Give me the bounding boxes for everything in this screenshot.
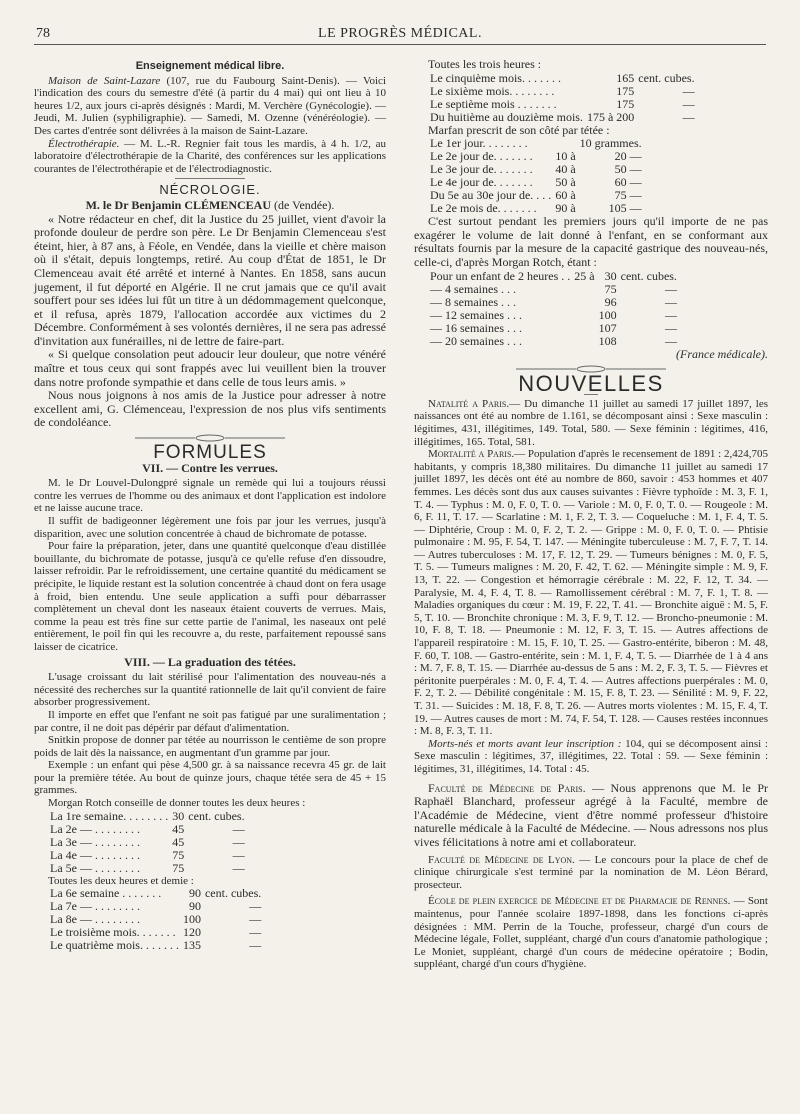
table-cell: 25 à — [574, 268, 595, 283]
table-cell: cent. cubes. — [620, 268, 677, 283]
necrologie-name — [34, 199, 386, 213]
table-cell: — — [232, 847, 245, 862]
necrologie-paragraph-2: « Si quelque consolation peut adoucir leur douleur, que notre vénéré maître et tous ceux qui sont frappés avec lui veuillent bien la trouver dans notre profonde sympathie et dans celle de tous leurs amis. » — [34, 347, 386, 389]
table-cell — [572, 296, 596, 309]
mortalite-lead: Mortalité a Paris. — [428, 448, 515, 461]
table-row — [428, 98, 697, 111]
table-cell: — — [249, 925, 262, 940]
rotch-table-two-hours — [48, 810, 247, 875]
necrologie-name-lead: M. le Dr Benjamin CLÉMENCEAU — [85, 197, 271, 212]
table-cell: 108 — [598, 333, 617, 348]
nouvelles-heading: NOUVELLES — [518, 371, 664, 397]
ornament-divider — [34, 432, 386, 442]
rotch-table-two-half-hours — [48, 887, 263, 952]
rotch-table-three-hours-body — [428, 72, 697, 124]
formule-viii-paragraph-2: Il importe en effet que l'enfant ne soit pas fatigué par une suralimentation ; par contre, il ne doit pas dépérir par défaut d'alimentation. — [34, 708, 386, 734]
table-row — [48, 939, 263, 952]
faculte-lyon-lead: Faculté de Médecine de Lyon. — [428, 853, 575, 866]
table-cell: — — [664, 307, 677, 322]
table-cell: Le 2e jour de. . . . . . . — [430, 149, 533, 164]
table-cell: Pour un enfant de 2 heures . . — [430, 268, 571, 283]
rotch-table-two-half-hours-body — [48, 887, 263, 952]
three-hours-intro: Toutes les trois heures : — [428, 57, 542, 71]
table-cell: La 1re semaine. . . . . . . . — [50, 808, 169, 823]
marfan-intro: Marfan prescrit de son côté par tétée : — [428, 122, 610, 137]
table-cell: 40 à — [555, 162, 576, 177]
journal-title: LE PROGRÈS MÉDICAL. — [318, 26, 482, 41]
table-cell: 107 — [598, 320, 617, 335]
faculte-paris-paragraph — [414, 782, 768, 850]
table-cell: Le 4e jour de. . . . . . . — [430, 175, 533, 190]
table-cell: — — [664, 294, 677, 309]
morts-nes-paragraph — [414, 738, 768, 776]
table-cell: 75 — — [614, 188, 642, 203]
table-cell: — — [249, 938, 262, 953]
table-cell: Le 3e jour de. . . . . . . — [430, 162, 533, 177]
table-cell: La 8e — . . . . . . . . — [50, 912, 140, 927]
necrologie-name-tail: (de Vendée). — [271, 197, 335, 212]
formules-heading: FORMULES — [153, 442, 267, 464]
table-cell: 90 à — [555, 201, 576, 216]
faculte-paris-lead: Faculté de Médecine de Paris. — [428, 780, 586, 795]
table-cell: 45 — [172, 821, 185, 836]
enseignement-paragraph — [34, 75, 386, 138]
table-cell: 20 — — [614, 149, 642, 164]
table-cell: Le troisième mois. . . . . . . — [50, 925, 176, 940]
table-cell: 120 — [182, 925, 201, 940]
table-row — [428, 296, 679, 309]
necrologie-paragraph-1: « Notre rédacteur en chef, dit la Justice du 25 juillet, vient d'avoir la profonde douleur de perdre son père. Le Dr Benjamin Clemenceau s'est éteint, hier, à 87 ans, à Féole, en Vendée, dans la vieille et chère maison où il s'était, depuis longtemps, retiré. Au coup d'État de 1851, le Dr Clemenceau avait été arrêté et interné à Nantes. En 1858, sans aucun jugement, il fut déporté en Algérie. Il ne crut jamais que ce qu'il avait souffert pour ses idées lui fût un titre à un dédommagement quelconque, et il refusa, après 1879, l'allocation accordée aux victimes du 2 Décembre. Conformément à ses volontés dernières, il ne sera pas adressé d'invitation aux funérailles, ni de lettre de faire-part. — [34, 211, 386, 348]
formule-viii-paragraph-4: Exemple : un enfant qui pèse 4,500 gr. à sa naissance recevra 45 gr. de lait pour la première tétée. Au bout de quinze jours, chaque tétée sera de 45 + 15 grammes. — [34, 759, 386, 797]
ecole-rennes-text: — Sont maintenus, pour l'année scolaire 1897-1898, dans les fonctions ci-après désignées : MM. Perrin de la Touche, professeur, chargé d'un cours de Médecine légale, Follet, suppléant, chargé d'un cours d'anatomie pathologique ; Le Moniet, suppléant, chargé d'un cours de médecine opératoire ; Bodin, suppléant, chargé d'un cours d'hygiène. — [414, 895, 768, 971]
table-cell: La 7e — . . . . . . . . — [50, 899, 140, 914]
table-cell: 175 — [616, 96, 635, 111]
natalite-lead: Natalité a Paris. — [428, 397, 510, 410]
gastric-capacity-table — [428, 270, 679, 348]
rotch-table-two-hours-body — [48, 810, 247, 875]
faculte-lyon-paragraph — [414, 854, 768, 892]
faculte-lyon-text: — Le concours pour la place de chef de clinique chirurgicale s'est terminé par la nomination de M. Léon Bérard, prosecteur. — [414, 853, 768, 891]
table-cell: — — [249, 912, 262, 927]
enseignement-title: Enseignement médical libre. — [135, 60, 285, 72]
marfan-table — [428, 137, 644, 215]
table-cell: Le sixième mois. . . . . . . . — [430, 83, 555, 98]
enseignement-text: (107, rue du Faubourg Saint-Denis). — Voici l'indication des cours du semestre d'été (à partir du 4 mai) qui ont lieu à 10 heures 1/2, aux jours ci-après désignés : Mardi, M. Verchère (Gynécologie). — Jeudi, M. Julien (syphiligraphie). — Samedi, M. Ozenne (vénéréologie). — Des cartes d'entrée sont délivrées à la maison de Saint-Lazare. — [34, 74, 386, 137]
electrotherapie-paragraph — [34, 138, 386, 176]
formule-vii-paragraph-2: Il suffit de badigeonner légèrement une fois par jour les verrues, jusqu'à disparition, avec une solution concentrée à chaud de bichromate de potasse. — [34, 515, 386, 540]
natalite-paragraph — [414, 398, 768, 448]
table-cell — [572, 335, 596, 348]
table-cell: — 16 semaines . . . — [430, 320, 522, 335]
source-citation: (France médicale). — [676, 346, 768, 361]
table-cell — [572, 309, 596, 322]
table-row — [428, 270, 679, 283]
table-cell: La 3e — . . . . . . . . — [50, 834, 140, 849]
table-cell: 45 — [172, 834, 185, 849]
table-cell: 175 — [616, 83, 635, 98]
morts-nes-lead: Morts-nés et morts avant leur inscription : — [428, 737, 622, 750]
marfan-paragraph: C'est surtout pendant les premiers jours qu'il importe de ne pas exagérer le volume de lait donné à l'enfant, en se conformant aux résultats fournis par la mesure de la capacité gastrique des nouveau-nés, celle-ci, d'après Morgan Rotch, étant : — [414, 214, 768, 269]
table-cell: 50 — — [614, 162, 642, 177]
table-cell: Le septième mois . . . . . . . — [430, 96, 557, 111]
mortalite-paragraph — [414, 448, 768, 738]
table-cell: — 12 semaines . . . — [430, 307, 522, 322]
natalite-text: — Du dimanche 11 juillet au samedi 17 juillet 1897, les naissances ont été au nombre de 1.161, se décomposant ainsi : Sexe masculin : légitimes, 431, illégitimes, 149. Total, 580. — Sexe féminin : légitimes, 416, illégitimes, 165. Total, 581. — [414, 397, 768, 448]
rotch-table-three-hours — [428, 72, 697, 124]
table-cell: — — [232, 834, 245, 849]
table-cell: — 8 semaines . . . — [430, 294, 516, 309]
table-row — [428, 85, 697, 98]
formule-viii-paragraph-3: Snitkin propose de donner par tétée au nourrisson le centième de son propre poids de lait dès la naissance, en augmentant d'un gramme par jour. — [34, 734, 386, 759]
table-cell: 165 — [616, 70, 635, 85]
formule-viii-paragraph-5: Morgan Rotch conseille de donner toutes les deux heures : — [48, 797, 306, 810]
mortalite-text: — Population d'après le recensement de 1891 : 2,424,705 habitants, y compris 18,380 militaires. Du dimanche 11 juillet au samedi 17 juillet 1897, les décès ont été au nombre de 860, savoir : 453 hommes et 407 femmes. Les décès sont dus aux causes suivantes : Fièvre typhoïde : M. 3, F. 1, T. 4. — Typhus : M. 0, F. 0, T. 0. — Variole : M. 0, F. 0, T. 0. — Rougeole : M. 6, F. 11, T. 17. — Scarlatine : M. 1, F. 2, T. 3. — Coqueluche : M. 1, F. 4, T. 5. — Diphtérie, Croup : M. 0, F. 2, T. 2. — Grippe : M. 0, F. 0, T. 0. — Phtisie pulmonaire : M. 95, F. 54, T. 147. — Méningite tuberculeuse : M. 7, F. 7, T. 14. — Autres tuberculoses : M. 17, F. 12, T. 29. — Tumeurs bénignes : M. 0, F. 5, T. 5. — Tumeurs malignes : M. 20, F. 42, T. 62. — Méningite simple : M. 9, F. 13, T. 22. — Congestion et hémorragie cérébrale : M. 22, F. 12, T. 34. — Paralysie, M. 4, F. 4, T. 8. — Ramollissement cérébral : M. 7, F. 1, T. 8. — Maladies organiques du cœur : M. 19, F. 22, T. 41. — Bronchite aiguë : M. 5, F. 5, T. 10. — Bronchite chronique : M. 3, F. 9, T. 12. — Broncho-pneumonie : M. 10, F. 8, T. 18. — Pneumonie : M. 12, F. 3, T. 15. — Autres affections de l'appareil respiratoire : M. 15, F. 10, T. 25. — Gastro-entérite, biberon : M. 48, F. 60, T. 108. — Gastro-entérite, sein : M. 1, F. 4, T. 5. — Diarrhée de 1 à 4 ans : M. 7, F. 8, T. 15. — Diarrhée au-dessus de 5 ans : M. 2, F. 3, T. 5. — Fièvres et péritonite puerpérales : M. 0, F. 4, T. 4. — Autres affections puerpérales : M. 0, F. 2, T. 2. — Débilité congénitale : M. 15, F. 8, T. 23. — Sénilité : M. 9, F. 22, T. 31. — Suicides : M. 18, F. 8, T. 26. — Autres morts violentes : M. 15, F. 4, T. 19. — Autres causes de mort : M. 74, F. 54, T. 128. — Causes restées inconnues : M. 8, F. 3, T. 11. — [414, 448, 768, 738]
table-cell: 10 à — [555, 149, 576, 164]
table-cell: 30 — [604, 268, 617, 283]
table-cell: 100 — [598, 307, 617, 322]
table-cell: 60 à — [555, 188, 576, 203]
table-cell: 10 grammes. — [579, 136, 642, 151]
table-row — [428, 309, 679, 322]
gastric-capacity-table-body — [428, 270, 679, 348]
morts-nes-text: 104, qui se décomposent ainsi : Sexe masculin : légitimes, 37, illégitimes, 22. Total : 59. — Sexe féminin : légitimes, 31, illégitimes, 14. Total : 45. — [414, 737, 768, 775]
table-cell: — — [664, 333, 677, 348]
table-cell: Le cinquième mois. . . . . . . — [430, 70, 561, 85]
table-cell: 90 — [188, 886, 201, 901]
table-cell: — — [232, 860, 245, 875]
faculte-paris-text: — Nous apprenons que M. le Pr Raphaël Blanchard, professeur agrégé à la Faculté, membre de l'Académie de Médecine, vient d'être nommé professeur d'histoire naturelle médicale à la Faculté de Médecine. — Nous adressons nos plus vives félicitations à notre ami et collaborateur. — [414, 780, 768, 849]
electrotherapie-text: — M. L.-R. Regnier fait tous les mardis, à 4 h. 1/2, au laboratoire d'électrothérapie de la Charité, des conférences sur les applications courantes de l'électrothérapie et de l'électrodiagnostic. — [34, 137, 386, 175]
table-cell: — — [664, 320, 677, 335]
table-cell: — — [249, 899, 262, 914]
table-cell: 90 — [188, 899, 201, 914]
table-cell: 175 à 200 — [586, 109, 635, 124]
table-cell: — — [682, 96, 695, 111]
necrologie-heading: NÉCROLOGIE. — [159, 182, 261, 198]
ecole-rennes-lead: École de plein exercice de Médecine et de Pharmacie de Rennes. — [428, 895, 731, 908]
table-row — [428, 72, 697, 85]
formule-vii-paragraph-3: Pour faire la préparation, jeter, dans une quantité quelconque d'eau distillée bouillante, du bichromate de potasse, jusqu'à ce qu'elle refuse d'en dissoudre, laisser refroidir. Par le refroidissement, une certaine quantité du médicament se précipite, le liquide restant est la solution concentrée à chaud dont on fera usage à froid, bien entendu. Une seule application a suffi pour débarrasser complètement un cheval dont les naseaux étaient couverts de verrues. Mais, comme la peau est très fine sur cette partie de l'animal, les naseaux ont pelé entièrement, le poil fin qui les recouvre a, du reste, parfaitement repoussé sans laisser de cicatrice. — [34, 540, 386, 653]
table-cell: 30 — [172, 808, 185, 823]
table-cell — [572, 283, 596, 296]
table-cell: Le 2e mois de. . . . . . . — [430, 201, 537, 216]
table-cell: La 6e semaine . . . . . . . — [50, 886, 162, 901]
table-cell: La 5e — . . . . . . . . — [50, 860, 140, 875]
table-row — [428, 283, 679, 296]
header-rule — [34, 44, 766, 45]
formule-viii-paragraph-1: L'usage croissant du lait stérilisé pour l'alimentation des nouveau-nés a nécessité des recherches sur la quantité rationnelle de lait qu'il convient de faire absorber progressivement. — [34, 671, 386, 709]
divider — [175, 178, 245, 179]
enseignement-lead: Maison de Saint-Lazare — [48, 74, 161, 87]
table-cell: Le 1er jour. . . . . . . . — [430, 136, 528, 151]
marfan-table-body — [428, 137, 644, 215]
table-row — [48, 823, 247, 836]
page-header — [36, 22, 764, 42]
table-cell: 60 — — [614, 175, 642, 190]
table-cell: — 20 semaines . . . — [430, 333, 522, 348]
table-cell: 75 — [604, 281, 617, 296]
table-cell: 135 — [182, 938, 201, 953]
necrologie-paragraph-3: Nous nous joignons à nos amis de la Justice pour adresser à notre excellent ami, G. Clémenceau, l'expression de nos plus vifs sentiments de condoléance. — [34, 388, 386, 430]
table-cell: cent. cubes. — [188, 808, 245, 823]
table-cell: 50 à — [555, 175, 576, 190]
table-cell: Du huitième au douzième mois. — [430, 109, 583, 124]
right-column — [414, 58, 768, 971]
table-cell: 75 — [172, 847, 185, 862]
table-cell: 75 — [172, 860, 185, 875]
table-row — [48, 810, 247, 823]
formule-viii-title: VIII. — La graduation des tétées. — [124, 654, 296, 669]
table-row — [428, 111, 697, 124]
formule-vii-title: VII. — Contre les verrues. — [142, 460, 278, 475]
table-row — [428, 322, 679, 335]
table-cell: Du 5e au 30e jour de. . . . — [430, 188, 552, 203]
table-cell: La 2e — . . . . . . . . — [50, 821, 140, 836]
table-cell: — — [682, 109, 695, 124]
table-cell: La 4e — . . . . . . . . — [50, 847, 140, 862]
table-cell: Le quatrième mois. . . . . . . — [50, 938, 179, 953]
table-cell: 100 — [182, 912, 201, 927]
table-row — [48, 862, 247, 875]
table-cell — [572, 322, 596, 335]
table-cell: — — [664, 281, 677, 296]
left-column — [34, 58, 386, 952]
table-cell: — — [682, 83, 695, 98]
ecole-rennes-paragraph — [414, 895, 768, 971]
table-cell: cent. cubes. — [638, 70, 695, 85]
table-cell: — — [232, 821, 245, 836]
electrotherapie-lead: Électrothérapie. — [48, 137, 120, 150]
table-row — [48, 849, 247, 862]
table-cell: 105 — — [608, 201, 642, 216]
page-number: 78 — [36, 26, 50, 41]
formule-vii-paragraph-1: M. le Dr Louvel-Dulongpré signale un remède qui lui a toujours réussi contre les verrues de l'homme ou des animaux et dont l'application est indolore et ne laisse aucune trace. — [34, 477, 386, 515]
table-row — [48, 836, 247, 849]
table-cell: cent. cubes. — [204, 886, 262, 901]
table-cell: 96 — [604, 294, 617, 309]
table-cell: — 4 semaines . . . — [430, 281, 516, 296]
table-row — [428, 335, 679, 348]
formule-viii-paragraph-6: Toutes les deux heures et demie : — [48, 874, 194, 887]
